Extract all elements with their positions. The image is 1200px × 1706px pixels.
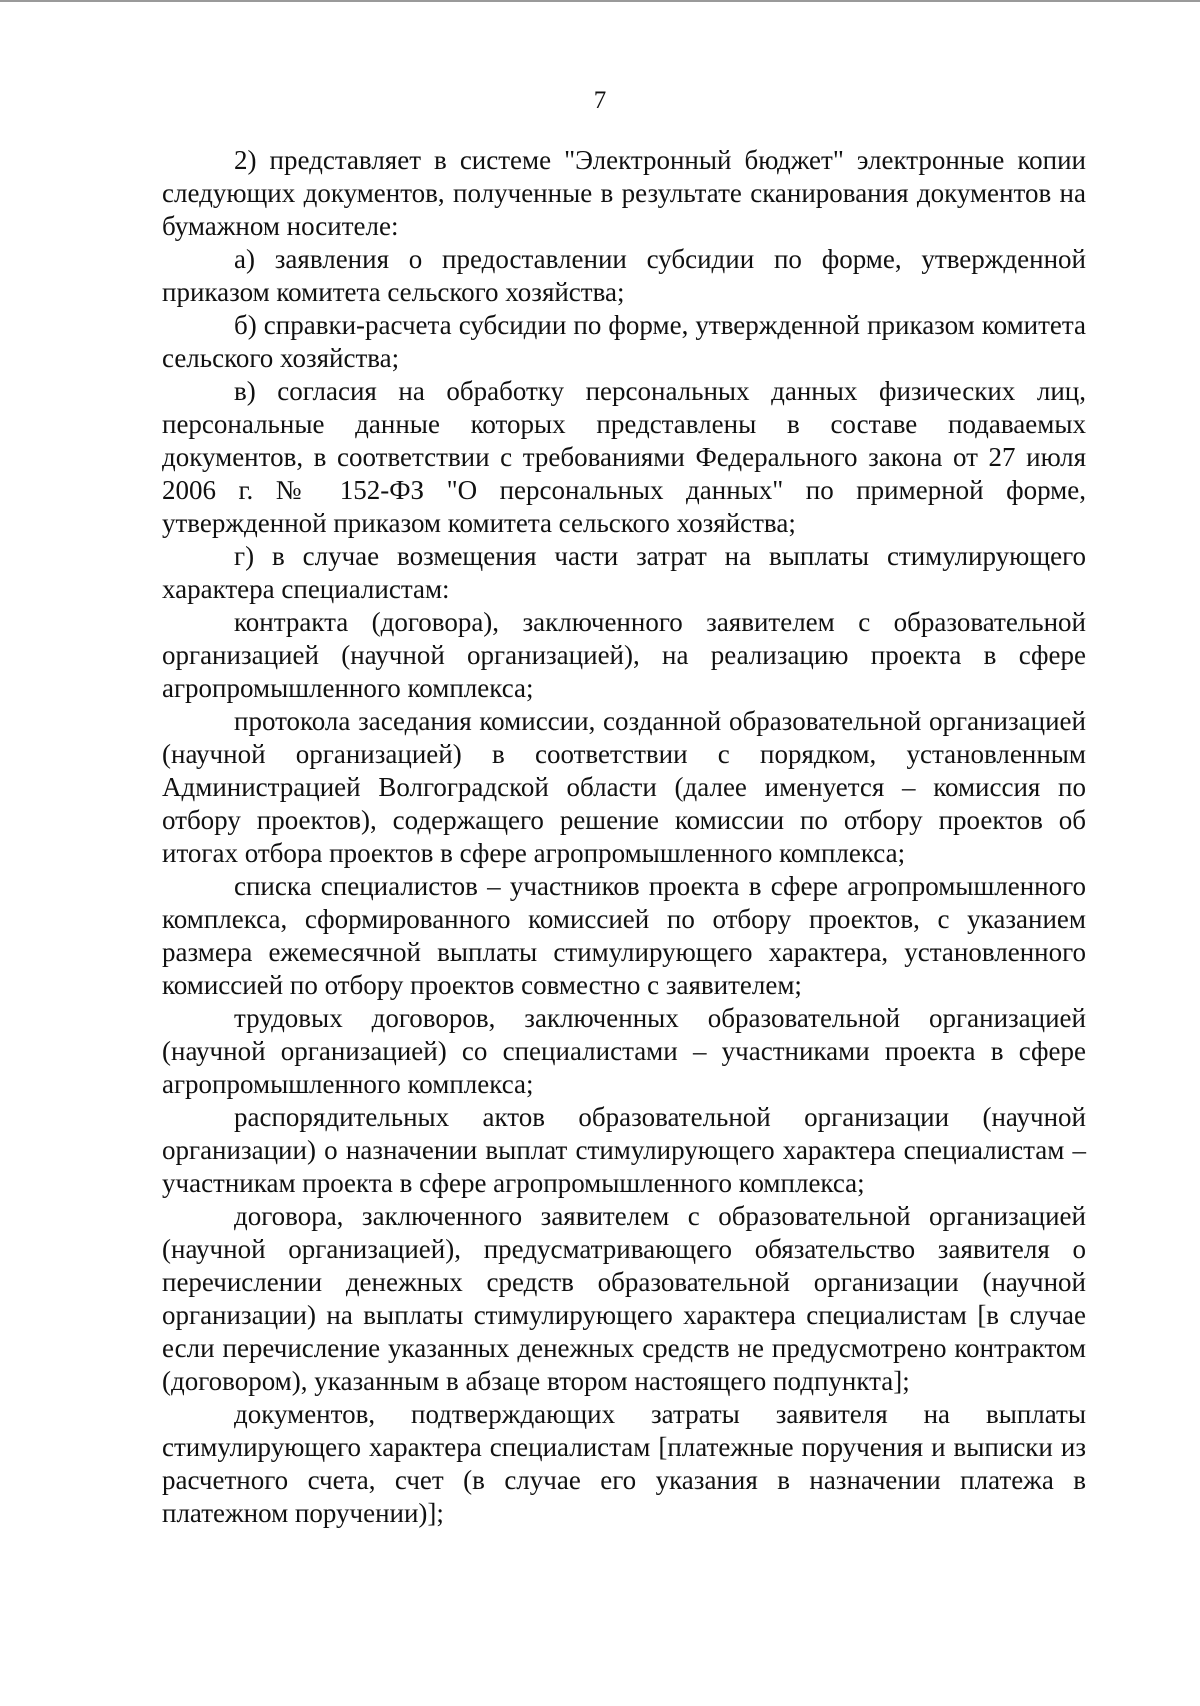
paragraph-item-2: 2) представляет в системе "Электронный бюджет" электронные копии следующих документов, полученные в результате сканирования документов на бумажном носителе: <box>162 145 1086 241</box>
paragraph-commission-protocol: протокола заседания комиссии, созданной образовательной организацией (научной организацией) в соответствии с порядком, установленным Администрацией Волгоградской области (далее именуется – комиссия по отбору проектов), содержащего решение комиссии по отбору проектов об итогах отбора проектов в сфере агропромышленного комплекса; <box>162 706 1086 868</box>
document-body <box>162 144 1086 1530</box>
paragraph-subitem-v: в) согласия на обработку персональных данных физических лиц, персональные данные которых представлены в составе подаваемых документов, в соответствии с требованиями Федерального закона от 27 июля 2006 г. № 152-ФЗ "О персональных данных" по примерной форме, утвержденной приказом комитета сельского хозяйства; <box>162 376 1086 538</box>
paragraph-payment-documents: документов, подтверждающих затраты заявителя на выплаты стимулирующего характера специалистам [платежные поручения и выписки из расчетного счета, счет (в случае его указания в назначении платежа в платежном поручении)]; <box>162 1399 1086 1528</box>
page-number: 7 <box>593 87 607 114</box>
paragraph-transfer-agreement: договора, заключенного заявителем с образовательной организацией (научной организацией), предусматривающего обязательство заявителя о перечислении денежных средств образовательной организации (научной организации) на выплаты стимулирующего характера специалистам [в случае если перечисление указанных денежных средств не предусмотрено контрактом (договором), указанным в абзаце втором настоящего подпункта]; <box>162 1201 1086 1396</box>
paragraph-labor-contracts: трудовых договоров, заключенных образовательной организацией (научной организацией) со специалистами – участниками проекта в сфере агропромышленного комплекса; <box>162 1003 1086 1099</box>
paragraph-subitem-g: г) в случае возмещения части затрат на выплаты стимулирующего характера специалистам: <box>162 541 1086 604</box>
paragraph-specialists-list: списка специалистов – участников проекта в сфере агропромышленного комплекса, сформированного комиссией по отбору проектов, с указанием размера ежемесячной выплаты стимулирующего характера, установленного комиссией по отбору проектов совместно с заявителем; <box>162 871 1086 1000</box>
paragraph-subitem-a: а) заявления о предоставлении субсидии по форме, утвержденной приказом комитета сельского хозяйства; <box>162 244 1086 307</box>
paragraph-contract: контракта (договора), заключенного заявителем с образовательной организацией (научной организацией), на реализацию проекта в сфере агропромышленного комплекса; <box>162 607 1086 703</box>
paragraph-subitem-b: б) справки-расчета субсидии по форме, утвержденной приказом комитета сельского хозяйства; <box>162 310 1086 373</box>
page-top-edge <box>0 0 1200 2</box>
paragraph-administrative-acts: распорядительных актов образовательной организации (научной организации) о назначении выплат стимулирующего характера специалистам – участникам проекта в сфере агропромышленного комплекса; <box>162 1102 1086 1198</box>
